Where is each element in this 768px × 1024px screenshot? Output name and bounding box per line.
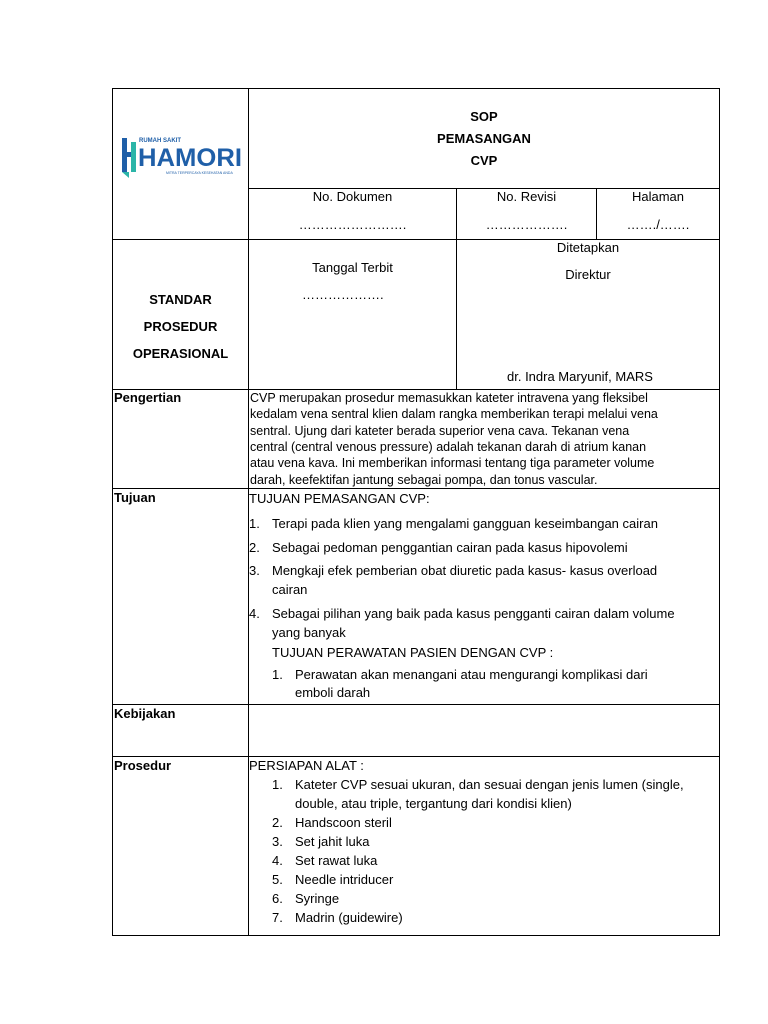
list-item-number: 1. (249, 516, 260, 531)
prosedur-heading: PERSIAPAN ALAT : (249, 758, 364, 773)
doc-no-value: ……………………. (298, 217, 407, 232)
list-item-text: Madrin (guidewire) (295, 910, 403, 925)
list-item-text: Handscoon steril (295, 815, 392, 830)
list-item-number: 1. (272, 667, 283, 682)
pengertian-line: atau vena kava. Ini memberikan informasi tentang tiga parameter volume (250, 456, 655, 471)
pengertian-line: darah, keefektifan jantung sebagai pompa, dan tonus vascular. (250, 472, 598, 487)
director-name: dr. Indra Maryunif, MARS (507, 369, 653, 384)
sop-block-line: OPERASIONAL (132, 346, 229, 361)
tujuan-heading: TUJUAN PEMASANGAN CVP: (249, 491, 430, 506)
hospital-logo (120, 132, 244, 182)
page-label: Halaman (631, 189, 685, 204)
list-item-text: cairan (272, 582, 308, 597)
list-item-number: 3. (249, 563, 260, 578)
list-item-number: 7. (272, 910, 283, 925)
pengertian-line: kedalam vena sentral klien dalam rangka memberikan terapi melalui vena (250, 407, 658, 422)
list-item-text: Terapi pada klien yang mengalami gangguan keseimbangan cairan (272, 516, 658, 531)
tujuan-label: Tujuan (114, 490, 156, 505)
title-line: SOP (470, 109, 498, 124)
list-item-number: 3. (272, 834, 283, 849)
table-border-left (112, 88, 113, 936)
logo-top-text: RUMAH SAKIT (139, 138, 181, 144)
list-item-text: Kateter CVP sesuai ukuran, dan sesuai dengan jenis lumen (single, (295, 777, 684, 792)
issue-date-value: ………………. (302, 287, 384, 302)
list-item-text: yang banyak (272, 624, 346, 640)
revision-label: No. Revisi (496, 189, 557, 204)
list-item-text: emboli darah (295, 685, 371, 700)
list-item-number: 2. (272, 815, 283, 830)
table-border-top (112, 88, 720, 89)
list-item-text: Sebagai pedoman penggantian cairan pada kasus hipovolemi (272, 539, 628, 555)
page-value: ……./……. (626, 217, 690, 232)
sop-document (112, 88, 720, 936)
list-item-text: Syringe (295, 891, 340, 906)
list-item-number: 2. (249, 539, 260, 555)
tujuan-row-divider (112, 704, 720, 705)
director-label: Direktur (565, 267, 611, 282)
list-item-text: double, atau triple, tergantung dari kondisi klien) (295, 796, 572, 811)
list-item-text: Needle intriducer (295, 872, 394, 887)
list-item-text: Mengkaji efek pemberian obat diuretic pada kasus- kasus overload (272, 563, 658, 578)
sop-block-line: PROSEDUR (143, 319, 218, 334)
kebijakan-row-divider (112, 756, 720, 757)
pengertian-line: CVP merupakan prosedur memasukkan kateter intravena yang fleksibel (250, 391, 648, 405)
pengertian-label: Pengertian (114, 390, 182, 405)
issue-date-label: Tanggal Terbit (312, 260, 393, 275)
table-border-right (719, 88, 720, 936)
title-line: PEMASANGAN (437, 131, 531, 146)
sop-block-line: STANDAR (149, 292, 212, 307)
list-item-text: Perawatan akan menangani atau mengurangi komplikasi dari (295, 667, 648, 682)
pengertian-line: sentral. Ujung dari kateter berada superior vena cava. Tekanan vena (250, 423, 630, 438)
prosedur-label: Prosedur (114, 758, 172, 773)
kebijakan-label: Kebijakan (114, 706, 176, 721)
table-border-bottom (112, 935, 720, 936)
pengertian-row-divider (112, 488, 720, 489)
revision-value: ………………. (485, 217, 568, 232)
list-item-text: Set jahit luka (295, 834, 370, 849)
list-item-number: 4. (272, 853, 283, 868)
title-line: CVP (470, 153, 498, 168)
list-item-text: Sebagai pilihan yang baik pada kasus pengganti cairan dalam volume (272, 605, 675, 621)
list-item-number: 1. (272, 777, 283, 792)
hamori-emblem-icon (122, 138, 136, 178)
logo-tagline: MITRA TERPERCAYA KESEHATAN ANDA (166, 171, 233, 175)
list-item-text: Set rawat luka (295, 853, 378, 868)
list-item-number: 4. (249, 605, 260, 621)
established-label: Ditetapkan (556, 240, 620, 255)
pengertian-line: central (central venous pressure) adalah tekanan darah di atrium kanan (250, 439, 647, 454)
list-item-number: 6. (272, 891, 283, 906)
tujuan-heading-2: TUJUAN PERAWATAN PASIEN DENGAN CVP : (272, 645, 554, 660)
list-item-number: 5. (272, 872, 283, 887)
logo-name: HAMORI (138, 144, 242, 172)
doc-no-label: No. Dokumen (312, 189, 393, 204)
